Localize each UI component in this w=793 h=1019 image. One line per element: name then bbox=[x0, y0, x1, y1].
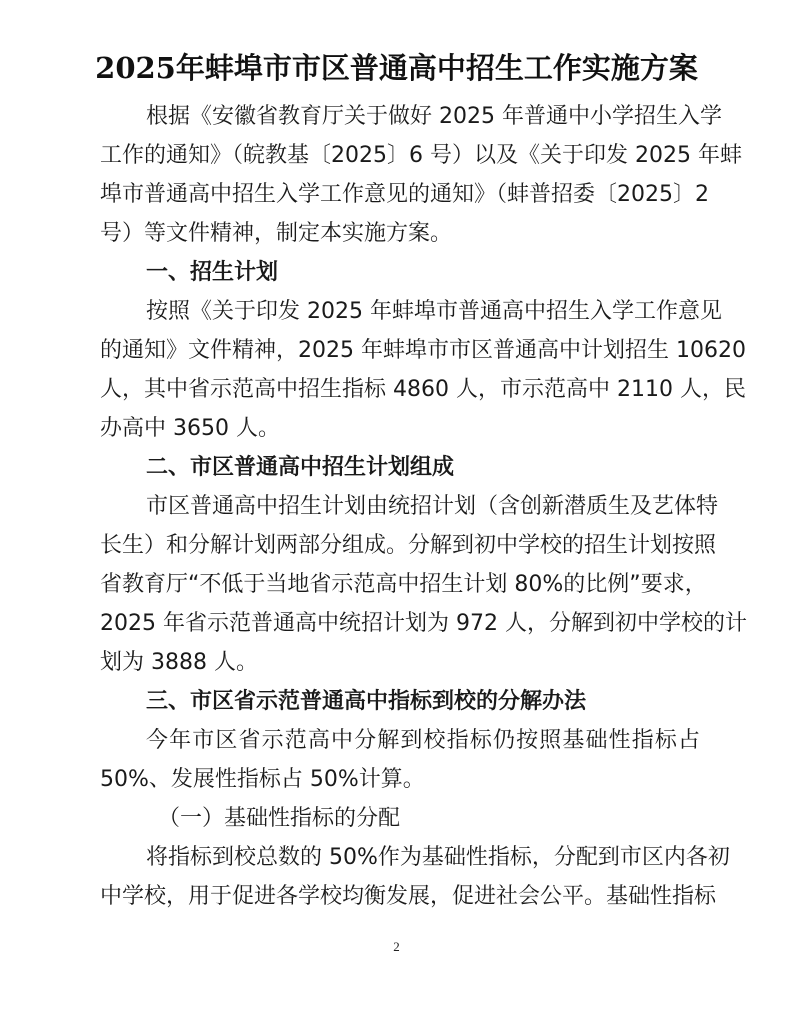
paragraph-line: 按照《关于印发 2025 年蚌埠市普通高中招生入学工作意见 bbox=[146, 299, 722, 324]
paragraph-line: 市区普通高中招生计划由统招计划（含创新潜质生及艺体特 bbox=[146, 494, 719, 519]
paragraph-line: 人，其中省示范高中招生指标 4860 人，市示范高中 2110 人，民 bbox=[100, 377, 746, 402]
paragraph-line: 省教育厅“不低于当地省示范高中招生计划 80%的比例”要求， bbox=[100, 572, 707, 597]
paragraph-line: 50%、发展性指标占 50%计算。 bbox=[100, 767, 425, 792]
paragraph-line: 今年市区省示范高中分解到校指标仍按照基础性指标占 bbox=[146, 728, 700, 753]
paragraph-line: 2025 年省示范普通高中统招计划为 972 人，分解到初中学校的计 bbox=[100, 611, 747, 636]
paragraph-line: 办高中 3650 人。 bbox=[100, 416, 280, 441]
paragraph-line: 长生）和分解计划两部分组成。分解到初中学校的招生计划按照 bbox=[100, 533, 717, 558]
paragraph-line: 中学校，用于促进各学校均衡发展，促进社会公平。基础性指标 bbox=[100, 884, 717, 909]
paragraph-line: 根据《安徽省教育厅关于做好 2025 年普通中小学招生入学 bbox=[146, 104, 722, 129]
paragraph-line: 号）等文件精神，制定本实施方案。 bbox=[100, 221, 453, 246]
document-title: 2025年蚌埠市市区普通高中招生工作实施方案 bbox=[95, 51, 698, 85]
paragraph-line: 埠市普通高中招生入学工作意见的通知》（蚌普招委〔2025〕2 bbox=[100, 182, 709, 207]
section-heading: 二、市区普通高中招生计划组成 bbox=[146, 455, 455, 480]
subsection-heading: （一）基础性指标的分配 bbox=[158, 806, 401, 831]
paragraph-line: 工作的通知》（皖教基〔2025〕6 号）以及《关于印发 2025 年蚌 bbox=[100, 143, 742, 168]
section-heading: 三、市区省示范普通高中指标到校的分解办法 bbox=[146, 689, 587, 714]
paragraph-line: 将指标到校总数的 50%作为基础性指标，分配到市区内各初 bbox=[146, 845, 730, 870]
paragraph-line: 划为 3888 人。 bbox=[100, 650, 258, 675]
page-number: 2 bbox=[393, 939, 400, 954]
section-heading: 一、招生计划 bbox=[146, 260, 279, 285]
paragraph-line: 的通知》文件精神，2025 年蚌埠市市区普通高中计划招生 10620 bbox=[100, 338, 746, 363]
